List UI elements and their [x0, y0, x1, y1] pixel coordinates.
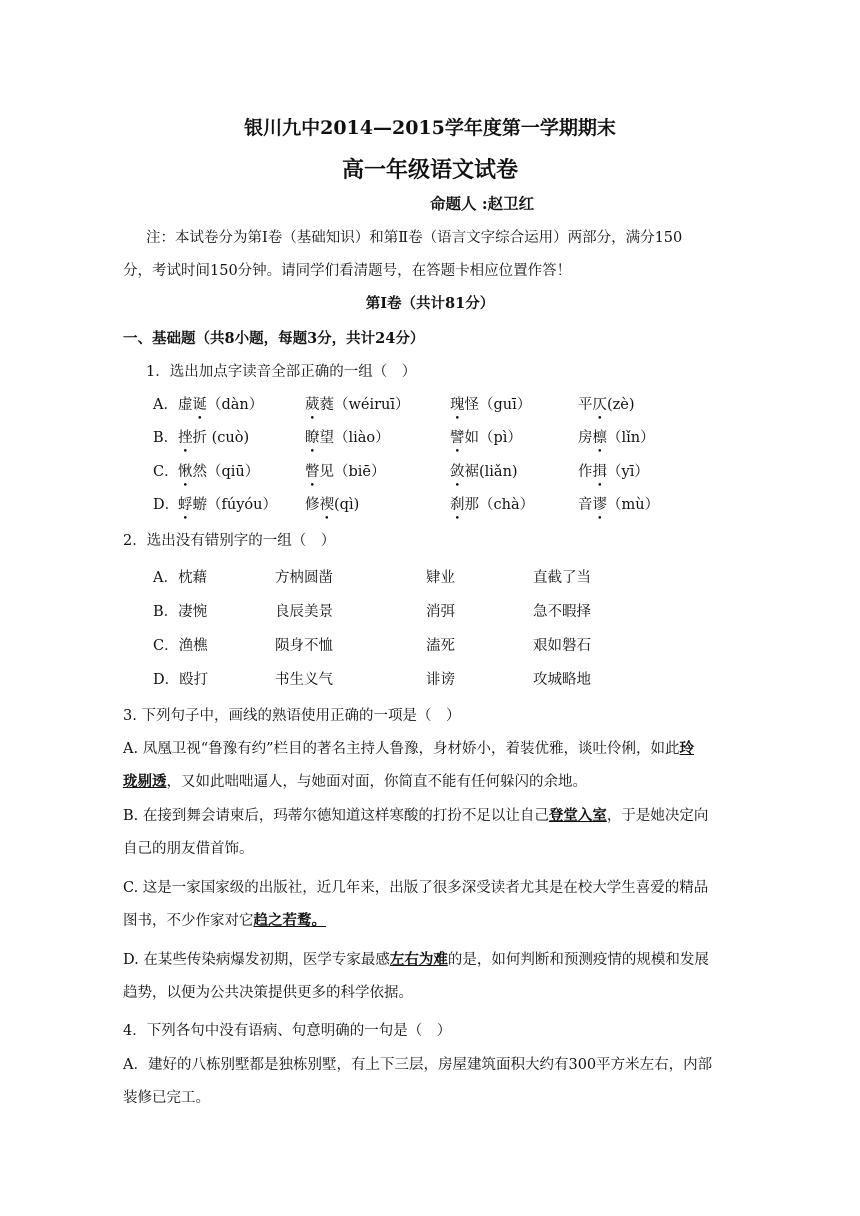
q1-option-item [305, 462, 386, 482]
q1-option-item [450, 495, 534, 515]
q3-option-a-line2 [123, 772, 587, 792]
q3-a-underlined-1: 玲 [679, 740, 695, 757]
q1-option-item [578, 428, 655, 448]
q3-option-c-line1: C. 这是一家国家级的出版社，近几年来，出版了很多深受读者尤其是在校大学生喜爱的精品 [123, 880, 709, 896]
q1-stem: 1．选出加点字读音全部正确的一组（ ） [146, 364, 417, 380]
q2-option-cell: 方枘圆凿 [275, 570, 333, 586]
q1-reading: 望（liào） [319, 430, 390, 446]
q1-option-item [450, 395, 531, 415]
q1-reading: 折 (cuò) [192, 430, 250, 446]
q1-option-item [305, 428, 390, 448]
q2-option-cell: 良辰美景 [275, 604, 333, 620]
q4-stem: 4．下列各句中没有语病、句意明确的一句是（ ） [123, 1023, 452, 1039]
part1-title: 第Ⅰ卷（共计81分） [365, 295, 495, 312]
q1-reading: 蕤（wéiruī） [319, 397, 410, 413]
q3-b-text-2: ，于是她决定向 [606, 808, 709, 824]
q1-option-label: B． [153, 430, 179, 446]
q1-reading: (zè) [607, 397, 635, 413]
q3-d-text-2: 的是，如何判断和预测疫情的规模和发展 [447, 952, 709, 968]
q2-option-cell: 诽谤 [426, 672, 455, 688]
q1-reading: （yī） [607, 464, 649, 480]
q2-option-cell: 肄业 [426, 570, 455, 586]
q2-option-cell: 陨身不恤 [275, 638, 333, 654]
q3-a-text: A. 凤凰卫视“鲁豫有约”栏目的著名主持人鲁豫，身材娇小，着装优雅，谈吐伶俐，如此 [123, 741, 680, 757]
q1-option-item [450, 462, 518, 482]
q2-option-cell: 书生义气 [275, 672, 333, 688]
q1-dotted-char: 檩 [592, 430, 607, 446]
q2-option-cell: 急不暇择 [533, 604, 591, 620]
q3-option-d-line2: 趋势，以便为公共决策提供更多的科学依据。 [123, 985, 413, 1001]
q1-reading: （mù） [607, 497, 660, 513]
school-term-title: 银川九中2014—2015学年度第一学期期末 [244, 117, 616, 139]
note-line-2: 分，考试时间150分钟。请同学们看清题号，在答题卡相应位置作答！ [123, 263, 572, 279]
q1-reading: 蝣（fúyóu） [192, 497, 277, 513]
q1-option-item [178, 428, 249, 448]
q1-dotted-char: 瞥 [305, 464, 320, 480]
q1-char: 虚 [178, 397, 193, 413]
q2-option-cell: C．渔樵 [153, 638, 208, 654]
q3-c-text: 图书，不少作家对它 [123, 913, 254, 929]
q1-reading: （lǐn） [607, 430, 655, 446]
q2-option-cell: 直截了当 [533, 570, 591, 586]
q2-option-cell: A．枕藉 [153, 570, 207, 586]
q3-option-b-line2: 自己的朋友借首饰。 [123, 841, 254, 857]
q1-char: 修 [305, 497, 320, 513]
q3-c-underlined: 趋之若鹜。 [253, 912, 326, 929]
q1-dotted-char: 愀 [178, 464, 193, 480]
q1-char: 平 [578, 397, 593, 413]
q4-option-a-line2: 装修已完工。 [123, 1090, 210, 1106]
q2-option-cell: 攻城略地 [533, 672, 591, 688]
q1-option-item [578, 395, 635, 415]
q2-option-cell: D．殴打 [153, 672, 209, 688]
q1-dotted-char: 敛 [450, 464, 465, 480]
q1-dotted-char: 瑰 [450, 397, 465, 413]
q1-option-item [178, 495, 277, 515]
q3-a-underlined-2: 珑剔透 [123, 773, 167, 790]
q2-option-cell: B．凄惋 [153, 604, 208, 620]
q1-dotted-char: 诞 [192, 397, 207, 413]
q1-option-item [450, 428, 522, 448]
q1-reading: (qì) [334, 497, 360, 513]
exam-title: 高一年级语文试卷 [341, 157, 518, 183]
q3-b-underlined: 登堂入室 [548, 807, 607, 824]
q3-option-c-line2 [123, 911, 326, 931]
q1-dotted-char: 挫 [178, 430, 193, 446]
q1-option-item [305, 495, 359, 515]
q1-char: 房 [578, 430, 593, 446]
q2-option-cell: 艰如磐石 [533, 638, 591, 654]
q1-reading: 然（qiū） [192, 464, 260, 480]
q2-option-cell: 消弭 [426, 604, 455, 620]
q1-dotted-char: 谬 [592, 497, 607, 513]
q1-reading: 裾(liǎn) [464, 464, 518, 480]
section1-title: 一、基础题（共8小题，每题3分，共计24分） [123, 330, 425, 347]
q1-dotted-char: 禊 [319, 497, 334, 513]
q1-reading: 怪（guī） [464, 397, 532, 413]
q1-option-item [305, 395, 410, 415]
q1-reading: 那（chà） [464, 497, 535, 513]
q1-dotted-char: 譬 [450, 430, 465, 446]
q2-option-cell: 溘死 [426, 638, 455, 654]
q1-reading: （dàn） [207, 397, 264, 413]
q1-option-item [578, 495, 659, 515]
q1-dotted-char: 仄 [592, 397, 607, 413]
q1-dotted-char: 瞭 [305, 430, 320, 446]
q3-option-a-line1 [123, 739, 694, 759]
q1-option-label: A． [153, 397, 178, 413]
q1-option-label: C． [153, 464, 179, 480]
q1-char: 作 [578, 464, 593, 480]
q4-option-a-line1: A．建好的八栋别墅都是独栋别墅，有上下三层，房屋建筑面积大约有300平方米左右，内部 [123, 1057, 713, 1073]
q1-dotted-char: 葳 [305, 397, 320, 413]
q3-d-underlined: 左右为难 [389, 951, 448, 968]
q3-option-b-line1 [123, 806, 708, 826]
note-line-1: 注：本试卷分为第Ⅰ卷（基础知识）和第Ⅱ卷（语言文字综合运用）两部分，满分150 [146, 230, 683, 246]
q1-option-label: D． [153, 497, 180, 513]
exam-author: 命题人 :赵卫红 [430, 194, 535, 213]
q1-reading: 见（biē） [319, 464, 386, 480]
q1-dotted-char: 揖 [592, 464, 607, 480]
q1-reading: 如（pì） [464, 430, 522, 446]
q1-char: 音 [578, 497, 593, 513]
q2-stem: 2．选出没有错别字的一组（ ） [123, 533, 336, 549]
q1-dotted-char: 刹 [450, 497, 465, 513]
q1-option-item [178, 395, 263, 415]
q1-option-item [578, 462, 649, 482]
q1-dotted-char: 蜉 [178, 497, 193, 513]
q3-d-text: D. 在某些传染病爆发初期，医学专家最感 [123, 952, 390, 968]
q3-option-d-line1 [123, 950, 709, 970]
q3-b-text: B. 在接到舞会请柬后，玛蒂尔德知道这样寒酸的打扮不足以让自己 [123, 808, 549, 824]
q3-stem: 3. 下列句子中，画线的熟语使用正确的一项是（ ） [123, 708, 461, 724]
q1-option-item [178, 462, 259, 482]
q3-a-text-2: ，又如此咄咄逼人，与她面对面，你简直不能有任何躲闪的余地。 [166, 774, 587, 790]
